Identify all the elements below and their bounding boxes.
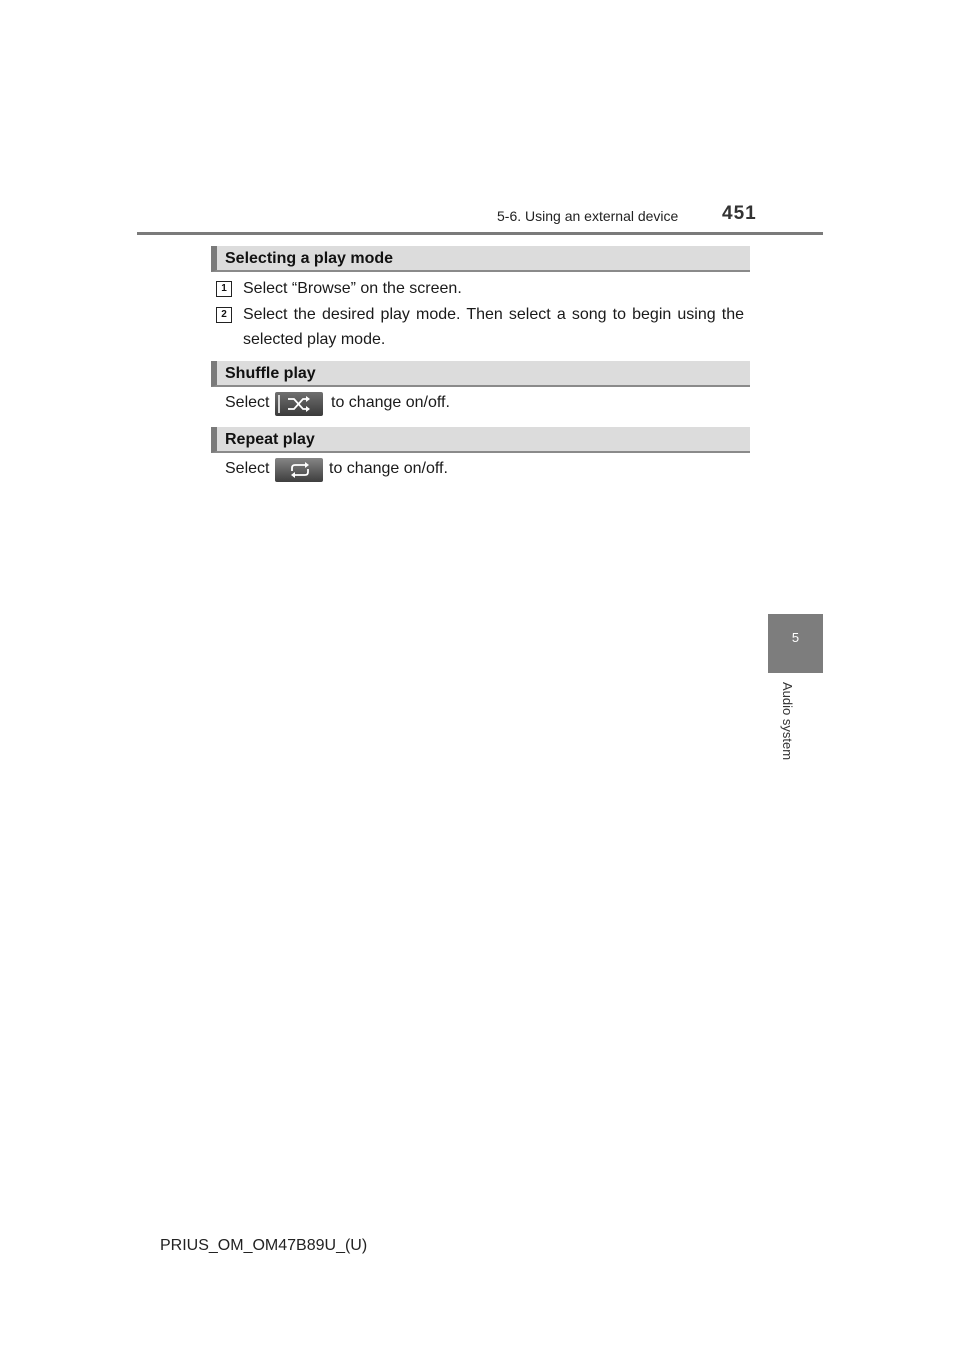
header-section-title: 5-6. Using an external device [497, 208, 679, 224]
page-number: 451 [722, 203, 757, 224]
instruction-text: Select [225, 460, 270, 477]
repeat-button[interactable] [275, 458, 323, 482]
step-text: Select “Browse” on the screen. [243, 280, 462, 297]
shuffle-button[interactable] [275, 392, 323, 416]
step-number: 2 [216, 307, 232, 323]
chapter-number: 5 [791, 630, 800, 645]
button-divider [278, 395, 280, 413]
chapter-label: Audio system [780, 682, 795, 761]
shuffle-icon [287, 395, 313, 413]
step-number: 1 [216, 281, 232, 297]
chapter-tab [768, 614, 823, 673]
instruction-text: to change on/off. [329, 460, 448, 477]
document-code: PRIUS_OM_OM47B89U_(U) [160, 1237, 368, 1254]
instruction-text: to change on/off. [331, 394, 450, 411]
step-text: Select the desired play mode. Then select a song to begin using the selected play mode. [243, 306, 744, 348]
section-heading-shuffle [211, 361, 750, 387]
instruction-text: Select [225, 394, 270, 411]
section-heading-text: Selecting a play mode [225, 250, 394, 267]
section-heading-play-mode [211, 246, 750, 272]
repeat-icon [287, 461, 313, 479]
header-divider [137, 232, 823, 235]
section-heading-text: Repeat play [225, 431, 315, 448]
section-heading-repeat [211, 427, 750, 453]
section-heading-text: Shuffle play [225, 365, 316, 382]
